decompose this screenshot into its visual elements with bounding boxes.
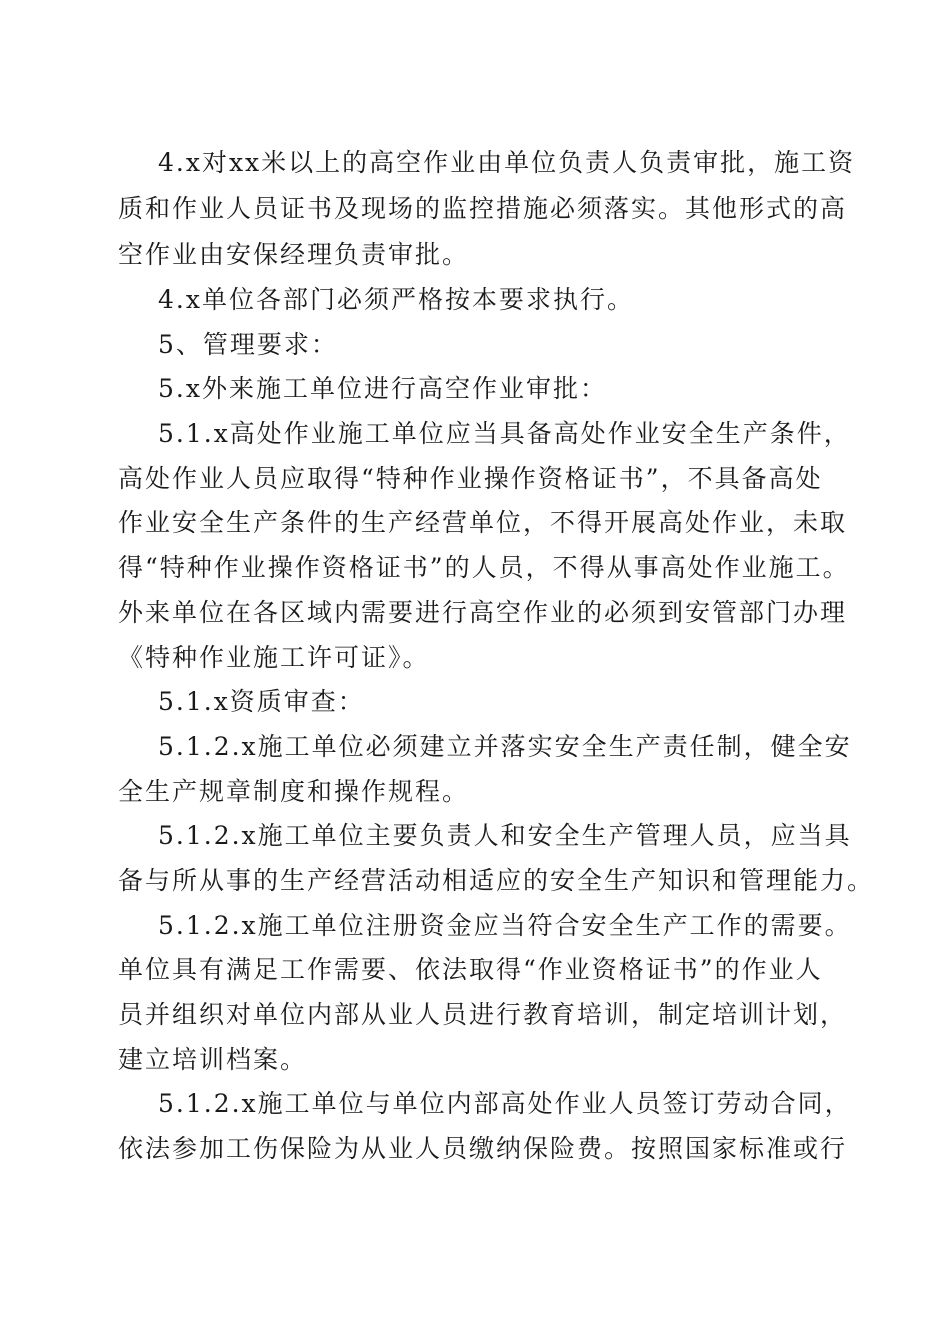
text-line: 高处作业人员应取得“特种作业操作资格证书”，不具备高处	[118, 464, 823, 493]
text-line: 4.x单位各部门必须严格按本要求执行。	[158, 285, 634, 314]
text-line: 5.1.2.x施工单位必须建立并落实安全生产责任制，健全安	[158, 732, 852, 761]
text-line: 4.x对xx米以上的高空作业由单位负责人负责审批，施工资	[158, 148, 856, 177]
text-line: 5.1.2.x施工单位与单位内部高处作业人员签订劳动合同，	[158, 1089, 852, 1118]
text-line: 单位具有满足工作需要、依法取得“作业资格证书”的作业人	[118, 955, 823, 984]
text-line: 5.1.x资质审查：	[158, 687, 365, 716]
text-line: 外来单位在各区域内需要进行高空作业的必须到安管部门办理	[118, 598, 848, 627]
text-line: 员并组织对单位内部从业人员进行教育培训，制定培训计划，	[118, 1000, 848, 1029]
text-line: 作业安全生产条件的生产经营单位，不得开展高处作业，未取	[118, 508, 848, 537]
text-line: 5、管理要求：	[158, 330, 338, 359]
text-line: 5.x外来施工单位进行高空作业审批：	[158, 374, 607, 403]
text-line: 《特种作业施工许可证》。	[118, 643, 430, 672]
text-line: 5.1.2.x施工单位主要负责人和安全生产管理人员，应当具	[158, 821, 852, 850]
text-line: 建立培训档案。	[118, 1045, 308, 1074]
text-line: 全生产规章制度和操作规程。	[118, 777, 470, 806]
text-line: 5.1.x高处作业施工单位应当具备高处作业安全生产条件，	[158, 419, 851, 448]
text-line: 备与所从事的生产经营活动相适应的安全生产知识和管理能力。	[118, 866, 875, 895]
text-line: 5.1.2.x施工单位注册资金应当符合安全生产工作的需要。	[158, 911, 852, 940]
text-line: 质和作业人员证书及现场的监控措施必须落实。其他形式的高	[118, 194, 848, 223]
text-line: 依法参加工伤保险为从业人员缴纳保险费。按照国家标准或行	[118, 1134, 848, 1163]
text-line: 得“特种作业操作资格证书”的人员，不得从事高处作业施工。	[118, 553, 850, 582]
text-line: 空作业由安保经理负责审批。	[118, 240, 470, 269]
